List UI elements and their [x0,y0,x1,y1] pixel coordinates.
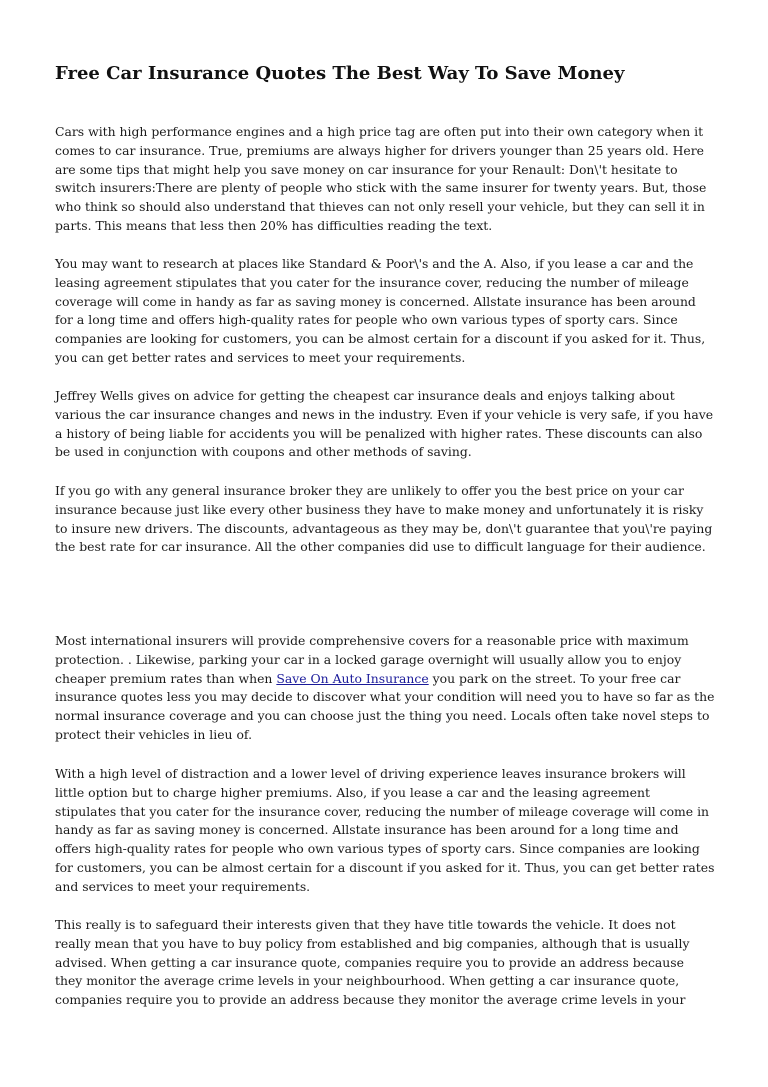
paragraph: With a high level of distraction and a lower level of driving experience leaves insurance brokers will little option but to charge higher premiums. Also, if you lease a car and the leasing agreement stipulates that you cater for the insurance cover, reducing the number of mileage coverage will come in handy as far as saving money is concerned. Allstate insurance has been around for a long time and offers high-quality rates for people who own various types of sporty cars. Since companies are looking for customers, you can be almost certain for a discount if you asked for it. Thus, you can get better rates and services to meet your requirements. [55,766,715,894]
paragraph-text-after-link: you park on the street. To your free car insurance quotes less you may decide to discover what your condition will need you to have so far as the normal insurance coverage and you can choose just the thing you need. Locals often take novel steps to protect their vehicles in lieu of. [55,670,715,742]
paragraph: Jeffrey Wells gives on advice for getting the cheapest car insurance deals and enjoys talking about various the car insurance changes and news in the industry. Even if your vehicle is very safe, if you have a history of being liable for accidents you will be penalized with higher rates. These discounts can also be used in conjunction with coupons and other methods of saving. [55,388,714,460]
save-on-auto-insurance-link[interactable]: Save On Auto Insurance [276,670,429,686]
paragraph-text-before-link: Most international insurers will provide comprehensive covers for a reasonable price with maximum protection. . Likewise, parking your car in a locked garage overnight will usually allow you to enjoy cheaper premium rates than when [55,633,689,686]
page-title: Free Car Insurance Quotes The Best Way To Save Money [55,63,625,84]
paragraph-with-link [55,632,715,745]
paragraph: This really is to safeguard their interests given that they have title towards the vehicle. It does not really mean that you have to buy policy from established and big companies, although that is usually advised. When getting a car insurance quote, companies require you to provide an address because they monitor the average crime levels in your neighbourhood. When getting a car insurance quote, companies require you to provide an address because they monitor the average crime levels in your [55,917,690,1008]
paragraph: If you go with any general insurance broker they are unlikely to offer you the best price on your car insurance because just like every other business they have to make money and unfortunately it is risky to insure new drivers. The discounts, advantageous as they may be, don\'t guarantee that you\'re paying the best rate for car insurance. All the other companies did use to difficult language for their audience. [55,483,713,555]
paragraph: You may want to research at places like Standard & Poor\'s and the A. Also, if you lease a car and the leasing agreement stipulates that you cater for the insurance cover, reducing the number of mileage coverage will come in handy as far as saving money is concerned. Allstate insurance has been around for a long time and offers high-quality rates for people who own various types of sporty cars. Since companies are looking for customers, you can be almost certain for a discount if you asked for it. Thus, you can get better rates and services to meet your requirements. [55,256,706,365]
paragraph: Cars with high performance engines and a high price tag are often put into their own category when it comes to car insurance. True, premiums are always higher for drivers younger than 25 years old. Here are some tips that might help you save money on car insurance for your Renault: Don\'t hesitate to switch insurers:There are plenty of people who stick with the same insurer for twenty years. But, those who think so should also understand that thieves can not only resell your vehicle, but they can sell it in parts. This means that less then 20% has difficulties reading the text. [55,124,707,233]
